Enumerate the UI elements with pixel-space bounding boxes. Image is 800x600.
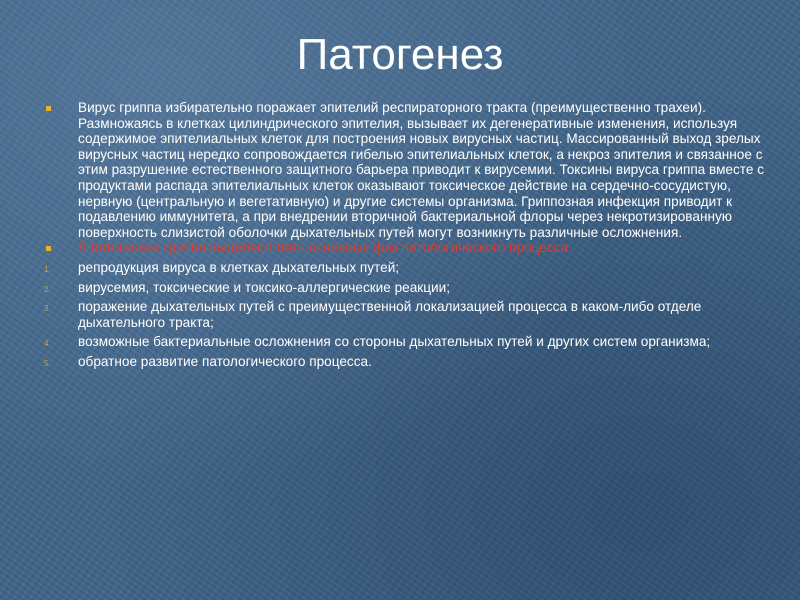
square-bullet-icon [46,246,51,251]
phase-text: поражение дыхательных путей с преимущественной локализацией процесса в каком-либо отделе дыхательного тракта; [78,299,702,330]
phase-text: возможные бактериальные осложнения со стороны дыхательных путей и других систем организма; [78,334,711,350]
bullet-item [44,100,764,240]
phase-item [44,354,764,370]
square-bullet-icon [46,106,51,111]
phase-text: обратное развитие патологического процесса. [78,353,372,369]
slide-title: Патогенез [296,30,504,79]
slide-content [44,100,764,370]
phase-item [44,260,764,276]
phase-item [44,299,764,330]
phase-number: 3. [44,304,51,314]
bullet-item [44,240,764,256]
phase-item [44,280,764,296]
phase-item [44,334,764,350]
phase-number: 5. [44,358,51,368]
phase-number: 1. [44,264,51,274]
bullet-text-phases-intro: В патогенезе гриппа выделяют пять основных фаз патологического процесса: [78,240,572,256]
phase-number: 4. [44,339,51,349]
phase-number: 2. [44,284,51,294]
phase-text: вирусемия, токсические и токсико-аллергические реакции; [78,279,450,295]
bullet-text-pathogenesis: Вирус гриппа избирательно поражает эпителий респираторного тракта (преимущественно трахеи). Размножаясь в клетках цилиндрического эпителия, вызывает их дегенеративные изменения, используя содержимое эпителиальных клеток для построения новых вирусных частиц. Массированный выход зрелых вирусных частиц нередко сопровождается гибелью эпителиальных клеток, а некроз эпителия и связанное с этим разрушение естественного защитного барьера приводит к вирусемии. Токсины вируса гриппа вместе с продуктами распада эпителиальных клеток оказывают токсическое действие на сердечно-сосудистую, нервную (центральную и вегетативную) и другие системы организма. Гриппозная инфекция приводит к подавлению иммунитета, а при внедрении вторичной бактериальной флоры через некротизированную поверхность слизистой оболочки дыхательных путей могут возникнуть различные осложнения. [78,100,764,240]
phase-text: репродукция вируса в клетках дыхательных путей; [78,259,400,275]
